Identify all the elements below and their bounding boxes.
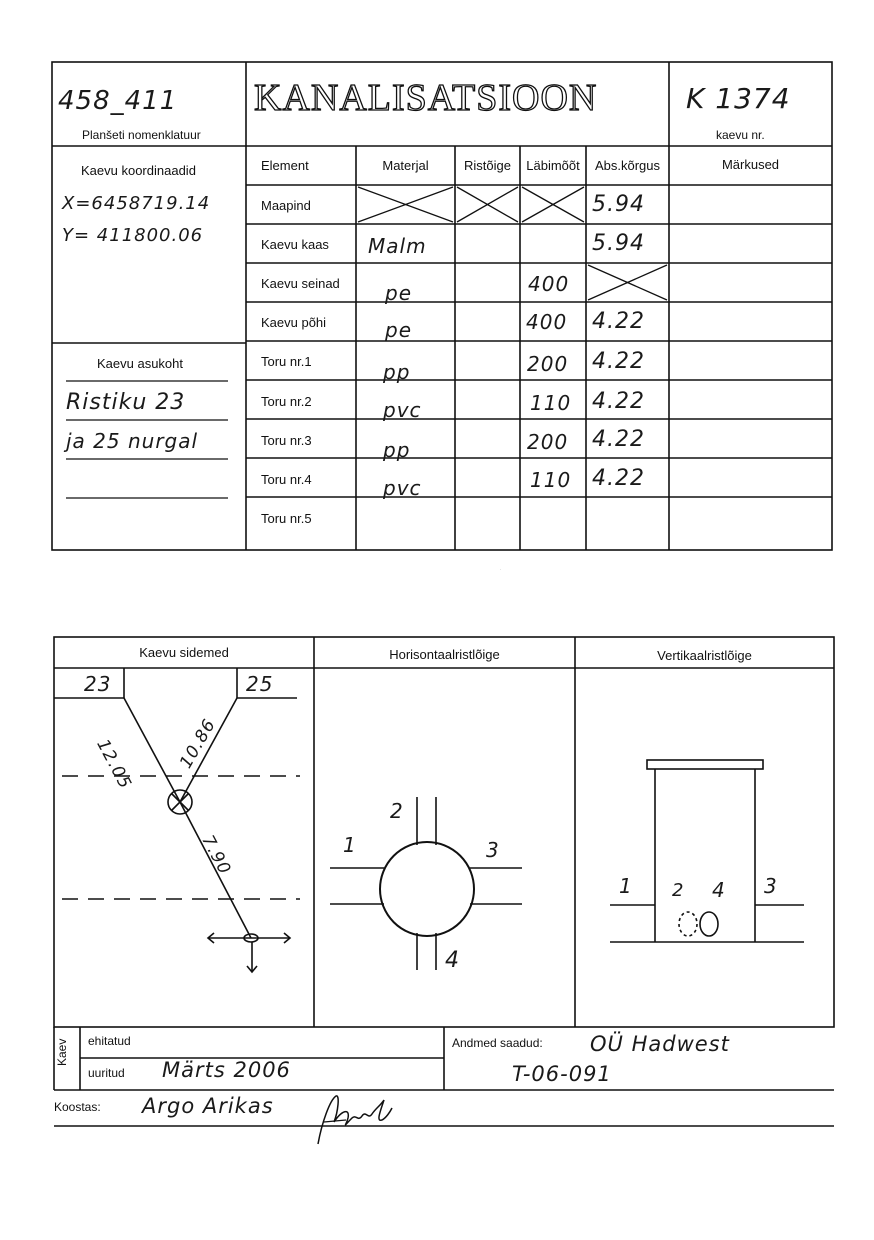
koostas-label: Koostas:	[54, 1100, 101, 1114]
row-element: Kaevu kaas	[261, 237, 329, 252]
house-left-number: 23	[84, 672, 112, 696]
row-abs: 4.22	[592, 349, 645, 374]
vert-pipe-label-3: 3	[764, 874, 778, 898]
row-materjal: pvc	[383, 476, 422, 500]
row-labimoot: 110	[530, 468, 572, 492]
vert-pipe-label-2: 2	[672, 880, 685, 901]
row-abs: 4.22	[592, 309, 645, 334]
vertikaal-diagram	[610, 760, 804, 942]
planset-value: 458_411	[58, 86, 178, 116]
house-right-number: 25	[246, 672, 274, 696]
row-element: Maapind	[261, 198, 311, 213]
row-abs: 5.94	[592, 192, 645, 217]
planset-label: Planšeti nomenklatuur	[82, 128, 201, 142]
section-sidemed: Kaevu sidemed	[139, 645, 229, 660]
col-header-materjal: Materjal	[382, 158, 429, 173]
col-header-markused: Märkused	[721, 157, 780, 172]
row-abs: 4.22	[592, 427, 645, 452]
row-element: Toru nr.4	[261, 472, 312, 487]
col-header-element: Element	[261, 158, 309, 173]
coord-x: X=6458719.14	[62, 193, 211, 214]
andmed-label: Andmed saadud:	[452, 1036, 543, 1050]
row-abs: 4.22	[592, 466, 645, 491]
kaev-number-label: kaevu nr.	[716, 128, 765, 142]
drawing-frame	[54, 637, 834, 1027]
row-element: Kaevu seinad	[261, 276, 340, 291]
row-element: Toru nr.1	[261, 354, 312, 369]
row-materjal: Malm	[368, 234, 427, 258]
row-labimoot: 400	[528, 272, 570, 296]
pipe-label-3: 3	[486, 838, 500, 862]
col-header-labimoot: Läbimõõt	[526, 158, 580, 173]
horisontaal-diagram	[330, 797, 522, 970]
row-labimoot: 200	[527, 352, 569, 376]
distance-down: 7.90	[197, 832, 235, 879]
pipe-label-4: 4	[445, 948, 460, 973]
row-materjal: pe	[385, 281, 412, 305]
row-materjal: pe	[385, 318, 412, 342]
coords-label: Kaevu koordinaadid	[81, 163, 196, 178]
sidemed-diagram	[54, 668, 300, 972]
distance-right: 10.86	[176, 715, 221, 772]
row-materjal: pp	[383, 360, 411, 384]
row-element: Kaevu põhi	[261, 315, 327, 330]
coord-y: Y= 411800.06	[62, 225, 204, 246]
pipe-label-1: 1	[343, 833, 357, 857]
uuritud-value: Märts 2006	[162, 1058, 291, 1082]
svg-text:.: .	[500, 566, 502, 571]
koostas-value: Argo Arikas	[142, 1094, 274, 1118]
section-vertikaal: Vertikaalristlõige	[657, 648, 752, 663]
pipe-label-2: 2	[390, 799, 404, 823]
vert-pipe-label-1: 1	[619, 874, 633, 898]
section-horisontaal: Horisontaalristlõige	[389, 647, 500, 662]
row-materjal: pvc	[383, 398, 422, 422]
kaev-number: K 1374	[686, 82, 791, 115]
uuritud-label: uuritud	[88, 1066, 125, 1080]
row-element: Toru nr.3	[261, 433, 312, 448]
col-header-ristloige: Ristõige	[464, 158, 511, 173]
ehitatud-label: ehitatud	[88, 1034, 131, 1048]
location-line2: ja 25 nurgal	[66, 429, 199, 453]
row-materjal: pp	[383, 438, 411, 462]
signature-scribble	[312, 1092, 396, 1152]
kaev-vertical-label: Kaev	[55, 1038, 69, 1066]
row-element: Toru nr.2	[261, 394, 312, 409]
page-title: KANALISATSIOON	[254, 77, 598, 119]
row-element: Toru nr.5	[261, 511, 312, 526]
row-labimoot: 200	[527, 430, 569, 454]
row-labimoot: 110	[530, 391, 572, 415]
location-label: Kaevu asukoht	[97, 356, 184, 371]
row-labimoot: 400	[526, 310, 568, 334]
location-line1: Ristiku 23	[66, 390, 186, 415]
andmed-value: OÜ Hadwest	[590, 1032, 730, 1056]
andmed-code: T-06-091	[512, 1062, 612, 1086]
col-header-abs-korgus: Abs.kõrgus	[594, 158, 661, 173]
row-abs: 5.94	[592, 231, 645, 256]
distance-left: 12.05	[92, 736, 136, 793]
vert-pipe-label-4: 4	[712, 878, 726, 902]
row-abs: 4.22	[592, 389, 645, 414]
